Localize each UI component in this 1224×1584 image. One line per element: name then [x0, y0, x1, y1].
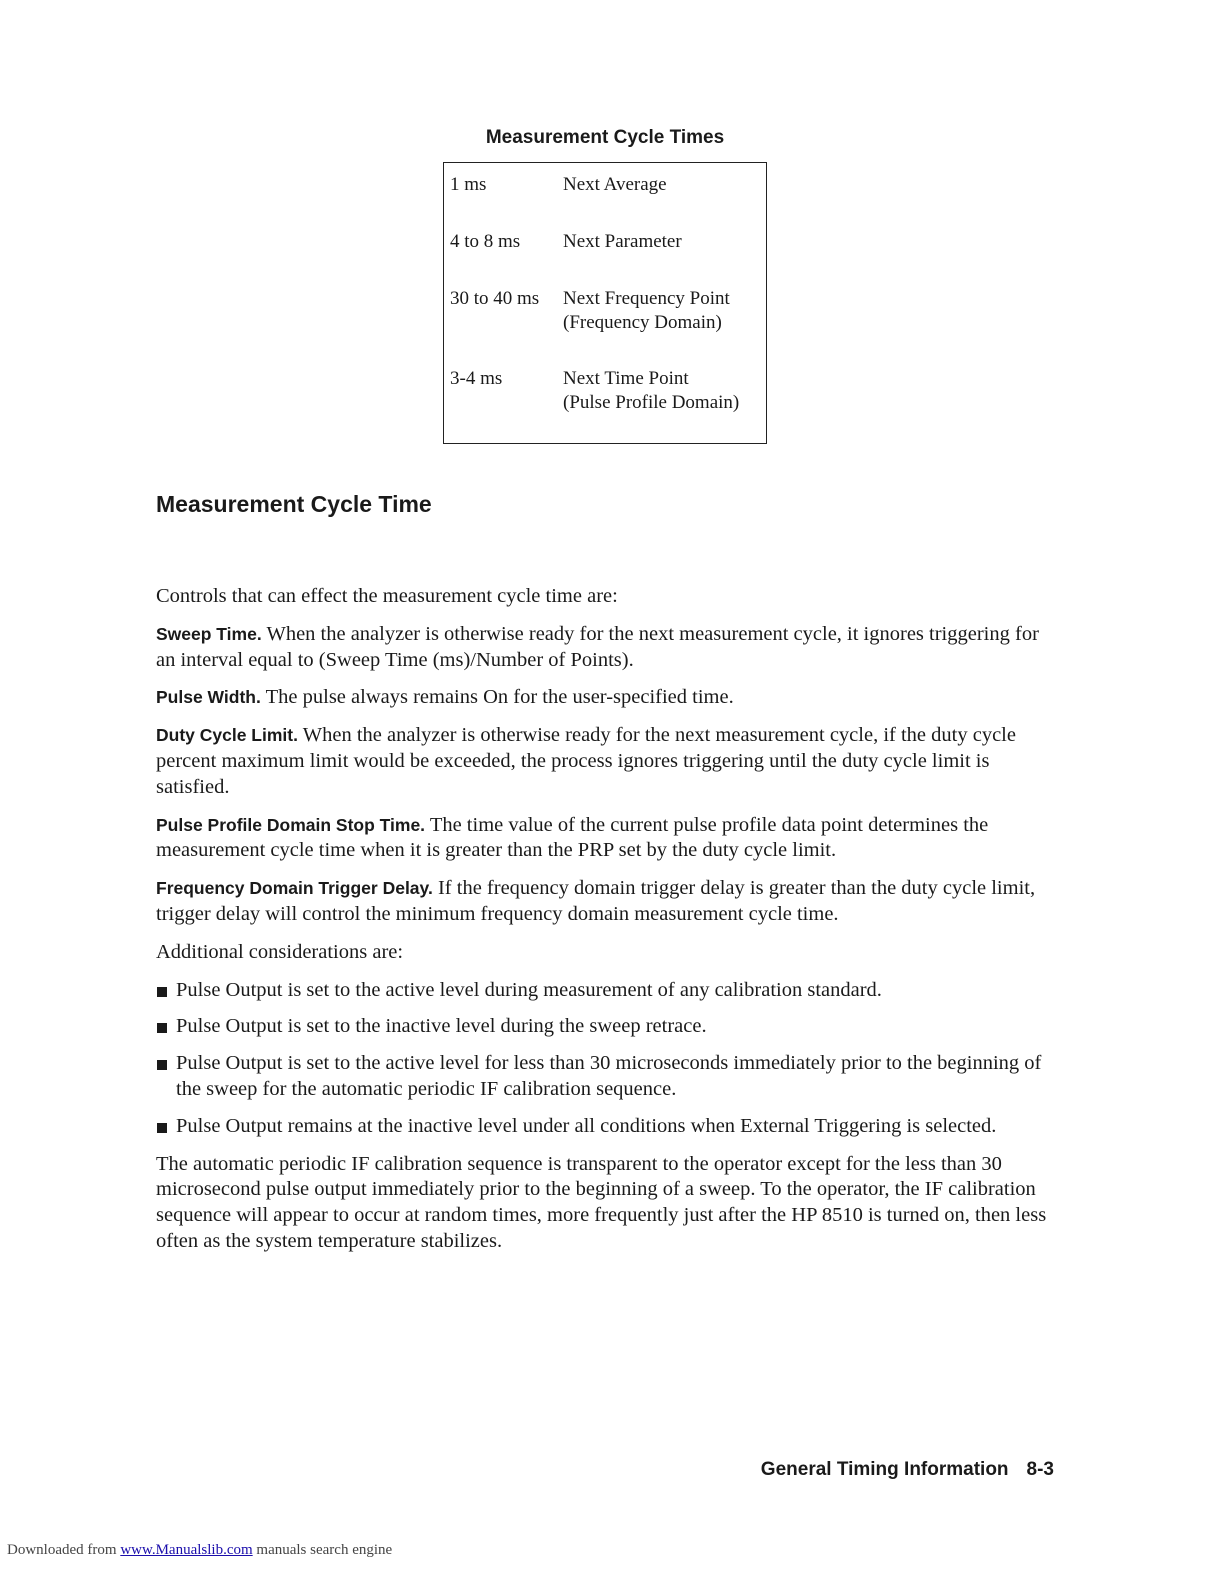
download-attribution: [7, 1542, 392, 1559]
cycle-event: Next Frequency Point: [563, 288, 730, 309]
control-item: [156, 685, 1051, 711]
control-description: If the frequency domain trigger delay is greater than the duty cycle limit, trigger delay will control the minimum frequency domain measurement cycle time.: [156, 877, 1036, 925]
list-item-text: Pulse Output is set to the inactive level during the sweep retrace.: [176, 1015, 707, 1038]
control-label: Duty Cycle Limit.: [156, 725, 298, 746]
list-item-text: Pulse Output remains at the inactive level under all conditions when External Triggering is selected.: [176, 1114, 997, 1137]
additional-intro: Additional considerations are:: [156, 940, 404, 963]
cycle-event: Next Time Point: [563, 368, 689, 389]
cycle-times-table: [443, 162, 767, 444]
cycle-time: 3-4 ms: [450, 368, 503, 389]
manualslib-link[interactable]: www.Manualslib.com: [120, 1542, 253, 1558]
page-footer: [761, 1459, 1054, 1481]
control-label: Frequency Domain Trigger Delay.: [156, 878, 433, 899]
list-item-text: Pulse Output is set to the active level for less than 30 microseconds immediately prior to the beginning of the sweep for the automatic periodic IF calibration sequence.: [176, 1052, 1042, 1100]
control-item: [156, 723, 1051, 800]
list-item: [156, 978, 1051, 1004]
cycle-time: 30 to 40 ms: [450, 288, 540, 309]
chapter-title: General Timing Information: [760, 1459, 1009, 1480]
control-description: The time value of the current pulse profile data point determines the measurement cycle time when it is greater than the PRP set by the duty cycle limit.: [156, 813, 989, 862]
control-label: Pulse Profile Domain Stop Time.: [156, 814, 426, 835]
list-item: [156, 1114, 1051, 1140]
download-suffix: manuals search engine: [256, 1542, 393, 1558]
considerations-list: [156, 978, 1051, 1140]
square-bullet-icon: [157, 1060, 167, 1070]
square-bullet-icon: [157, 1023, 167, 1033]
list-item: [156, 1051, 1051, 1103]
control-description: The pulse always remains On for the user-specified time.: [265, 686, 734, 709]
cycle-event: Next Parameter: [563, 231, 682, 252]
section-heading: Measurement Cycle Time: [156, 491, 432, 517]
list-item-text: Pulse Output is set to the active level during measurement of any calibration standard.: [176, 978, 882, 1001]
cycle-time: 1 ms: [450, 174, 487, 195]
control-item: [156, 813, 1051, 865]
cycle-event-note: (Pulse Profile Domain): [563, 392, 740, 413]
intro-paragraph: Controls that can effect the measurement cycle time are:: [156, 585, 618, 607]
control-description: When the analyzer is otherwise ready for the next measurement cycle, it ignores triggering for an interval equal to (Sweep Time (ms)/Number of Points).: [156, 622, 1039, 671]
closing-paragraph: The automatic periodic IF calibration sequence is transparent to the operator except for the less than 30 microsecond pulse output immediately prior to the beginning of a sweep. To the operator, the IF calibration sequence will appear to occur at random times, more frequently just after the HP 8510 is turned on, then less often as the system temperature stabilizes.: [156, 1152, 1047, 1252]
page-number: 8-3: [1026, 1459, 1054, 1480]
control-item: [156, 622, 1051, 674]
control-label: Pulse Width.: [156, 687, 261, 708]
cycle-time: 4 to 8 ms: [450, 231, 521, 252]
table-caption: Measurement Cycle Times: [485, 127, 725, 148]
download-prefix: Downloaded from: [7, 1542, 117, 1558]
square-bullet-icon: [157, 987, 167, 997]
cycle-event-note: (Frequency Domain): [563, 312, 722, 333]
list-item: [156, 1014, 1051, 1040]
control-label: Sweep Time.: [156, 623, 262, 644]
control-description: When the analyzer is otherwise ready for the next measurement cycle, if the duty cycle percent maximum limit would be exceeded, the process ignores triggering until the duty cycle limit is satisfied.: [156, 724, 1016, 798]
square-bullet-icon: [157, 1123, 167, 1133]
section-body: [156, 584, 1051, 1267]
control-item: [156, 876, 1051, 928]
cycle-event: Next Average: [563, 174, 667, 195]
